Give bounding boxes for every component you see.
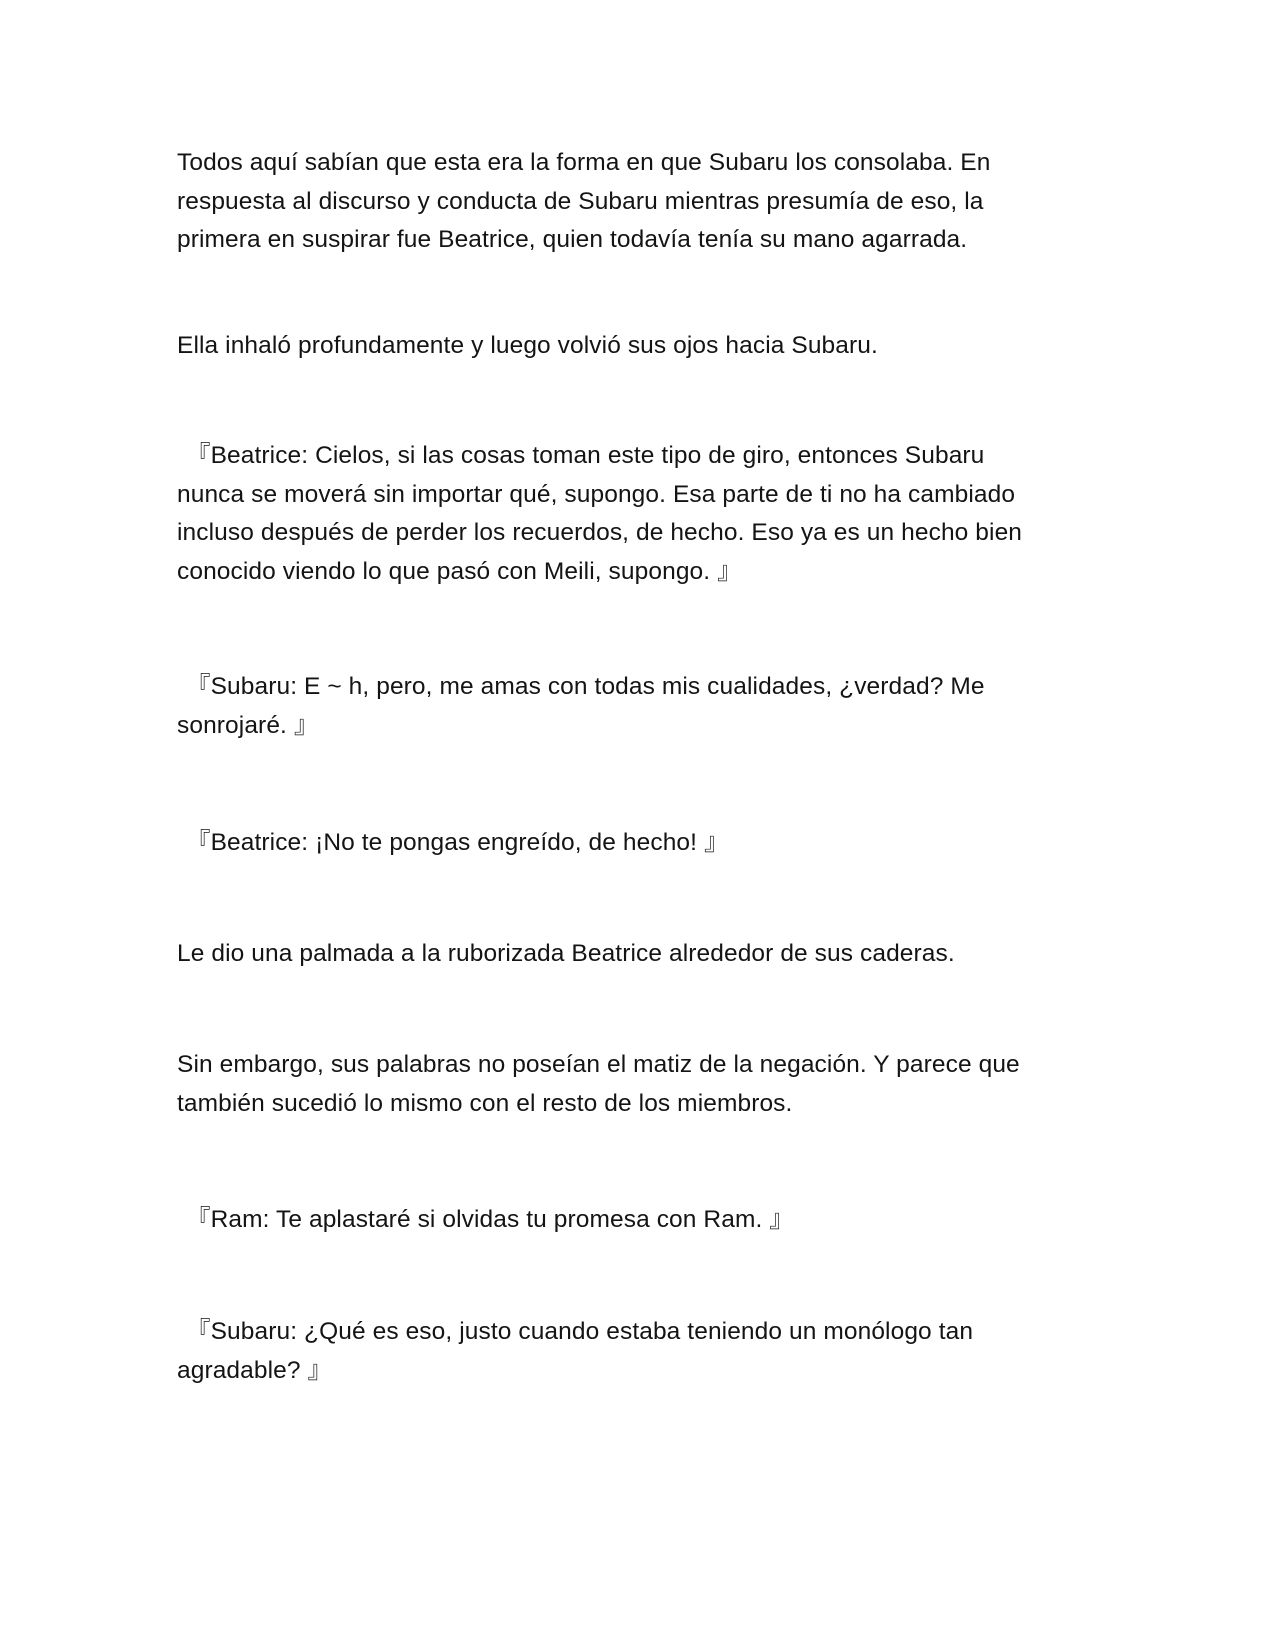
text-line: sonrojaré. 』 bbox=[177, 711, 319, 739]
dialogue-paragraph bbox=[186, 824, 1096, 863]
dialogue-paragraph bbox=[186, 1201, 1096, 1240]
text-line: primera en suspirar fue Beatrice, quien todavía tenía su mano agarrada. bbox=[177, 226, 968, 253]
text-line: incluso después de perder los recuerdos, de hecho. Eso ya es un hecho bien bbox=[177, 519, 1023, 546]
text-line: Todos aquí sabían que esta era la forma en que Subaru los consolaba. En bbox=[177, 149, 991, 176]
dialogue-paragraph bbox=[177, 1313, 1096, 1390]
dialogue-paragraph bbox=[177, 668, 1096, 745]
narration-paragraph bbox=[177, 327, 1087, 366]
dialogue-paragraph bbox=[177, 437, 1096, 591]
narration-paragraph bbox=[177, 1046, 1087, 1123]
text-line: 『Ram: Te aplastaré si olvidas tu promesa con Ram. 』 bbox=[186, 1206, 794, 1233]
narration-paragraph bbox=[177, 935, 1087, 974]
text-line: Le dio una palmada a la ruborizada Beatrice alrededor de sus caderas. bbox=[177, 940, 955, 967]
text-line: también sucedió lo mismo con el resto de los miembros. bbox=[177, 1089, 793, 1117]
text-line: 『Subaru: ¿Qué es eso, justo cuando estaba teniendo un monólogo tan bbox=[186, 1318, 974, 1345]
narration-paragraph bbox=[177, 144, 1087, 260]
text-line: 『Subaru: E ~ h, pero, me amas con todas mis cualidades, ¿verdad? Me bbox=[186, 673, 985, 700]
text-line: 『Beatrice: Cielos, si las cosas toman este tipo de giro, entonces Subaru bbox=[186, 442, 985, 469]
text-line: Sin embargo, sus palabras no poseían el matiz de la negación. Y parece que bbox=[177, 1051, 1020, 1078]
text-line: agradable? 』 bbox=[177, 1356, 333, 1384]
text-line: 『Beatrice: ¡No te pongas engreído, de hecho! 』 bbox=[186, 829, 729, 856]
text-line: respuesta al discurso y conducta de Subaru mientras presumía de eso, la bbox=[177, 187, 984, 215]
text-line: conocido viendo lo que pasó con Meili, supongo. 』 bbox=[177, 557, 742, 585]
text-line: nunca se moverá sin importar qué, supongo. Esa parte de ti no ha cambiado bbox=[177, 480, 1016, 508]
text-line: Ella inhaló profundamente y luego volvió sus ojos hacia Subaru. bbox=[177, 332, 878, 359]
